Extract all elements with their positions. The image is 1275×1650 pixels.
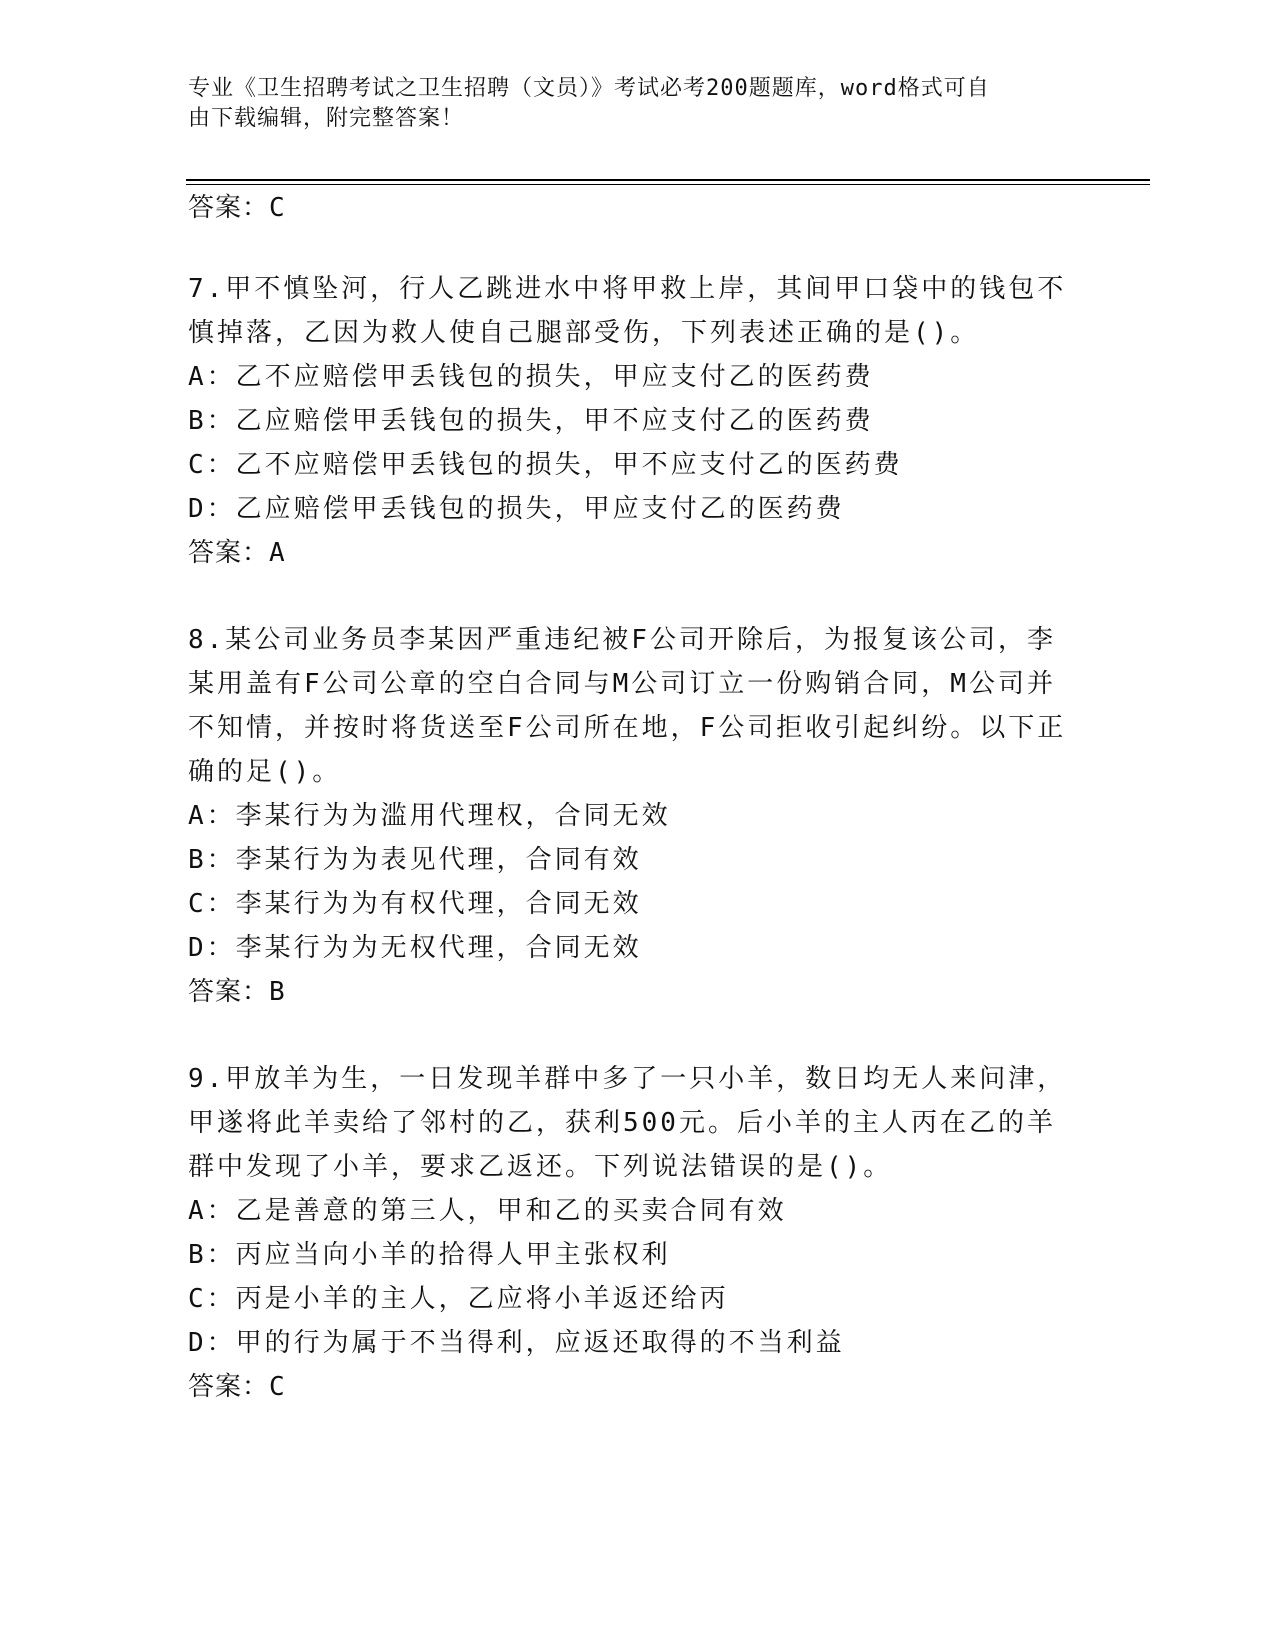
question-stem-line: 群中发现了小羊，要求乙返还。下列说法错误的是()。 [188, 1152, 893, 1182]
answer: 答案：C [188, 1372, 286, 1402]
header-line-2: 由下载编辑，附完整答案！ [188, 106, 465, 131]
question-stem-line: 9.甲放羊为生，一日发现羊群中多了一只小羊，数日均无人来问津， [188, 1064, 1067, 1094]
previous-answer: 答案：C [188, 193, 286, 223]
option-d: D：乙应赔偿甲丢钱包的损失，甲应支付乙的医药费 [188, 494, 845, 524]
question-stem-line: 不知情，并按时将货送至F公司所在地，F公司拒收引起纠纷。以下正 [188, 713, 1067, 743]
question-stem-line: 8.某公司业务员李某因严重违纪被F公司开除后，为报复该公司，李 [188, 625, 1056, 655]
answer: 答案：A [188, 538, 286, 568]
option-b: B：李某行为为表见代理，合同有效 [188, 845, 642, 875]
option-a: A：乙是善意的第三人，甲和乙的买卖合同有效 [188, 1196, 787, 1226]
option-b: B：丙应当向小羊的拾得人甲主张权利 [188, 1240, 671, 1270]
option-c: C：乙不应赔偿甲丢钱包的损失，甲不应支付乙的医药费 [188, 450, 903, 480]
question-stem-line: 确的足()。 [188, 757, 342, 787]
header-rule-thick [186, 179, 1150, 181]
option-d: D：甲的行为属于不当得利，应返还取得的不当利益 [188, 1328, 845, 1358]
option-d: D：李某行为为无权代理，合同无效 [188, 933, 642, 963]
header-rule-thin [186, 184, 1150, 185]
option-a: A：乙不应赔偿甲丢钱包的损失，甲应支付乙的医药费 [188, 362, 874, 392]
header-line-1: 专业《卫生招聘考试之卫生招聘（文员）》考试必考200题题库，word格式可自 [188, 76, 990, 101]
option-c: C：李某行为为有权代理，合同无效 [188, 889, 642, 919]
option-a: A：李某行为为滥用代理权，合同无效 [188, 801, 671, 831]
option-c: C：丙是小羊的主人，乙应将小羊返还给丙 [188, 1284, 729, 1314]
question-stem-line: 7.甲不慎坠河，行人乙跳进水中将甲救上岸，其间甲口袋中的钱包不 [188, 274, 1067, 304]
answer: 答案：B [188, 977, 286, 1007]
question-stem-line: 甲遂将此羊卖给了邻村的乙，获利500元。后小羊的主人丙在乙的羊 [188, 1108, 1056, 1138]
document-header [188, 74, 1068, 134]
question-stem-line: 慎掉落，乙因为救人使自己腿部受伤，下列表述正确的是()。 [188, 318, 980, 348]
question-stem-line: 某用盖有F公司公章的空白合同与M公司订立一份购销合同，M公司并 [188, 669, 1056, 699]
option-b: B：乙应赔偿甲丢钱包的损失，甲不应支付乙的医药费 [188, 406, 874, 436]
